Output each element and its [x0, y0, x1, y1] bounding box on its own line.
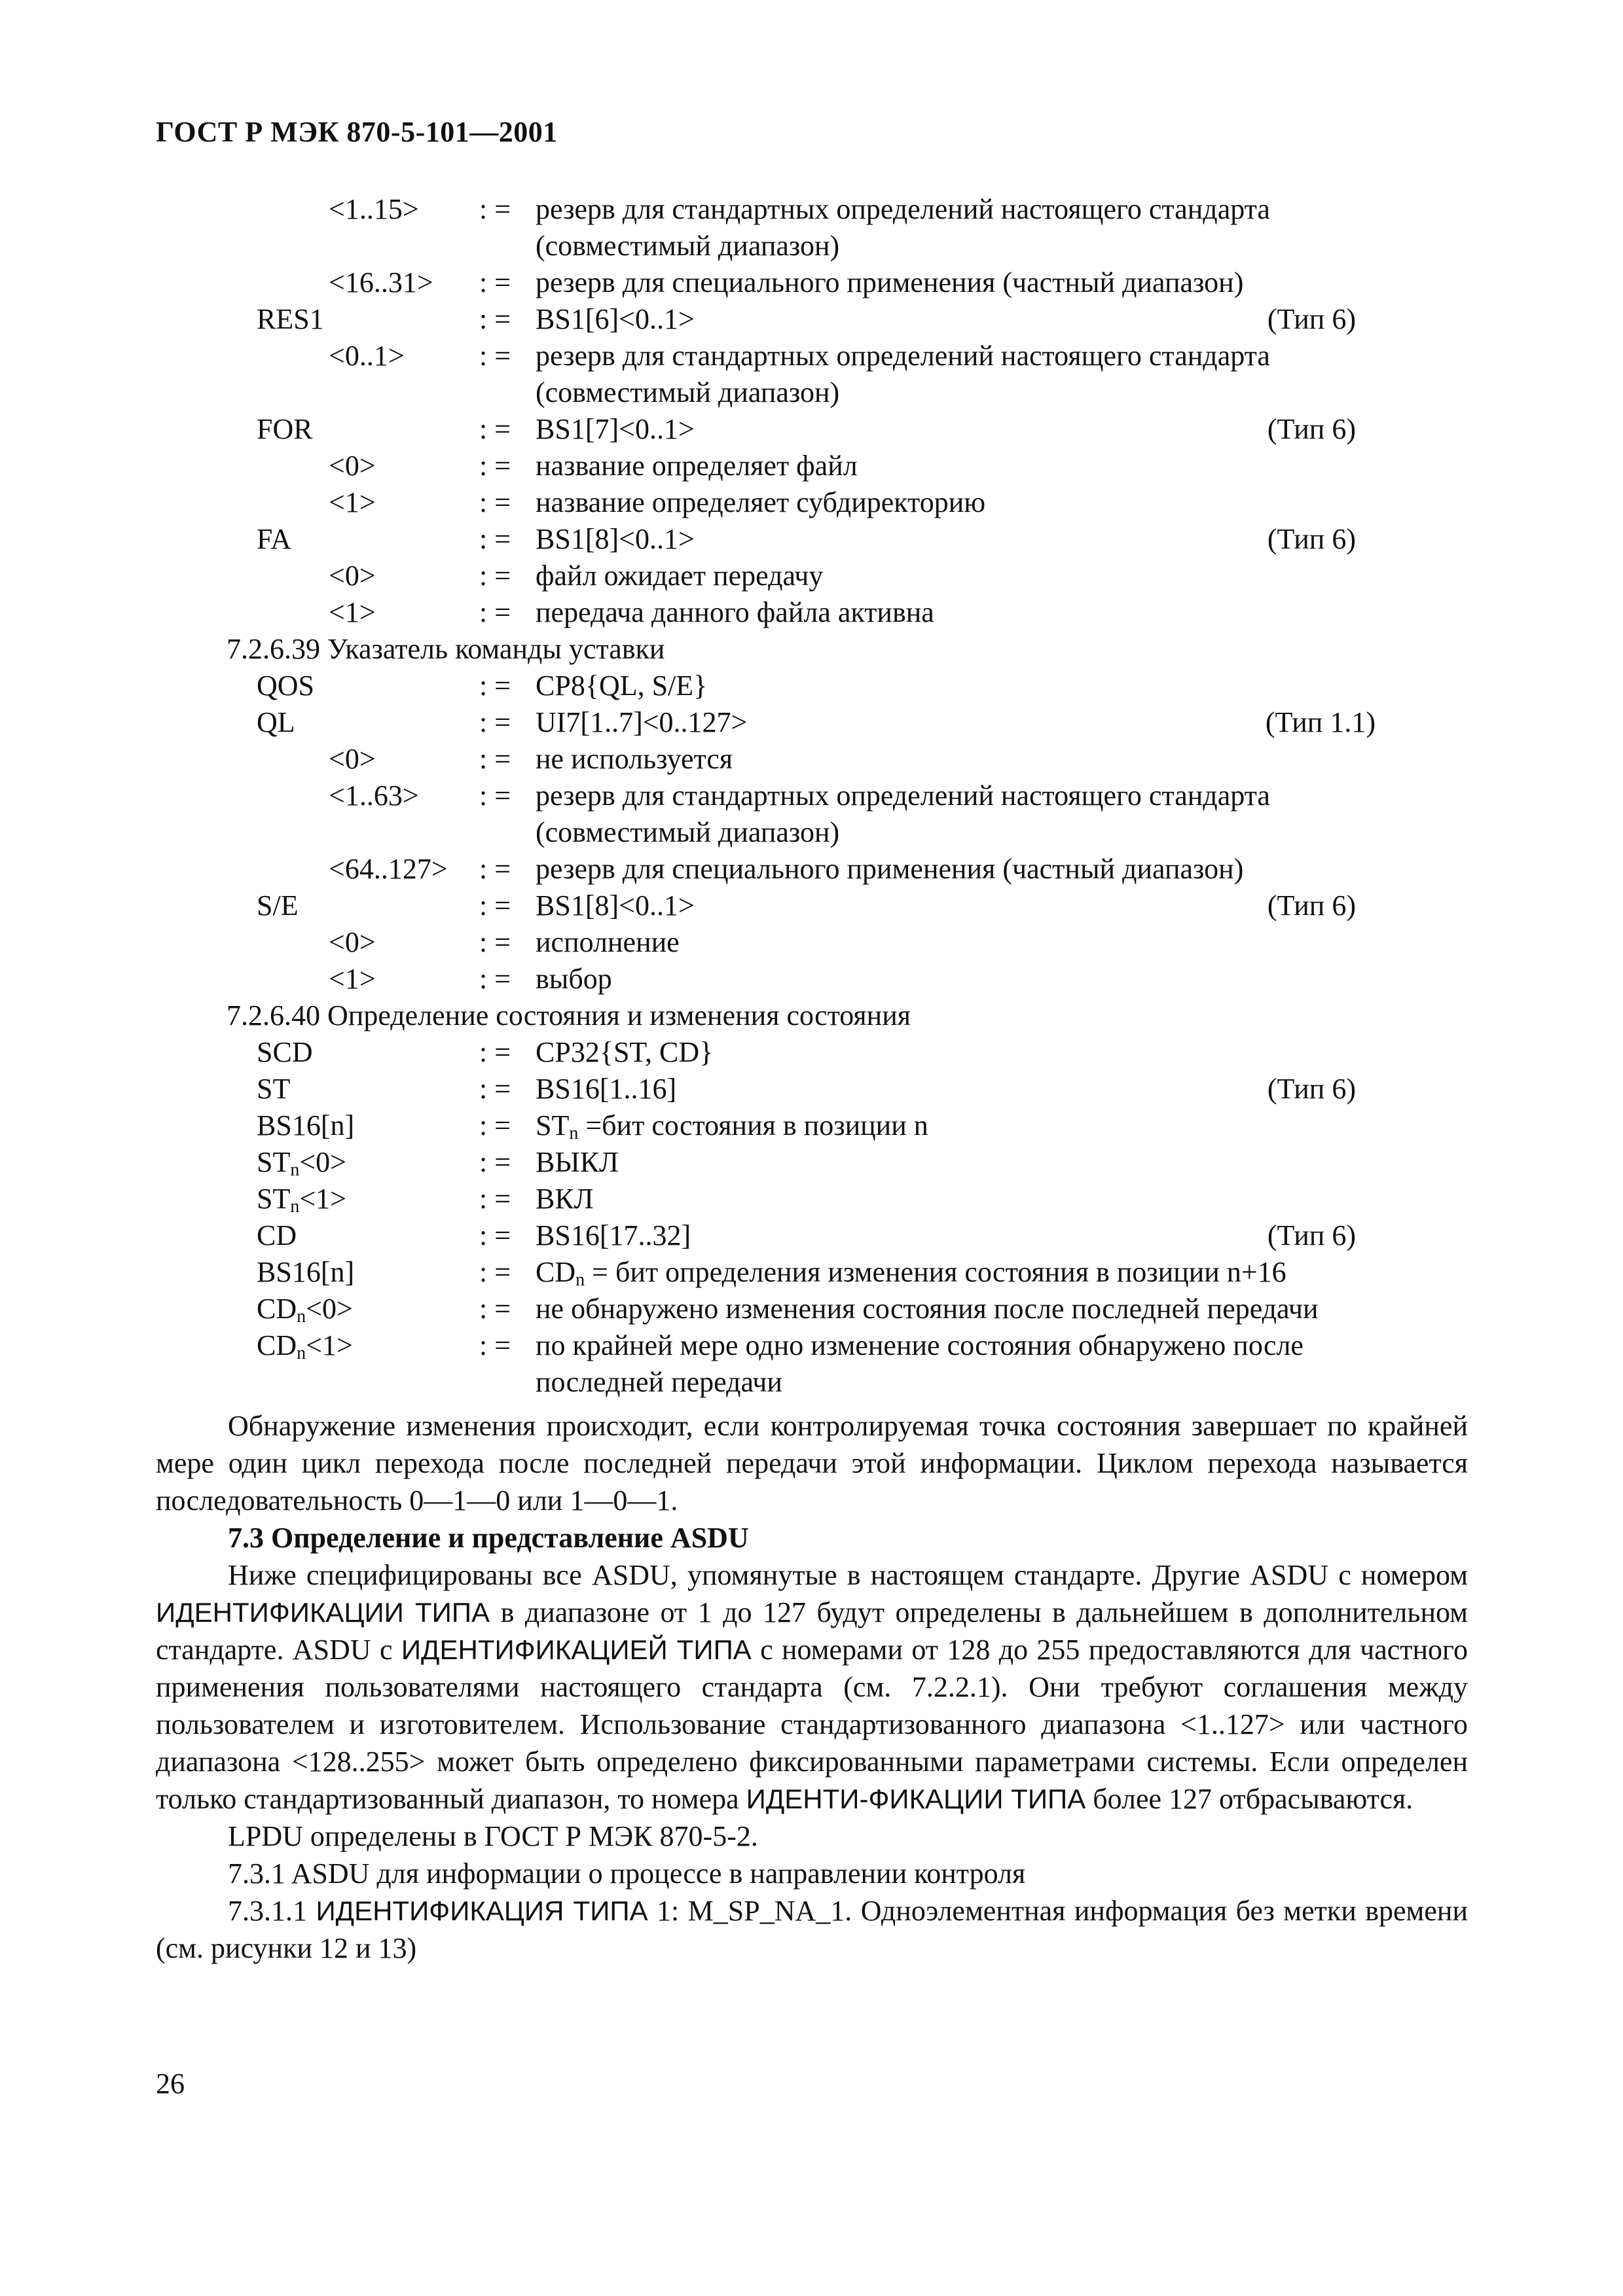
- section-heading-text: 7.2.6.39 Указатель команды уставки: [227, 633, 665, 665]
- definition-value: BS1[8]<0..1>: [536, 523, 695, 555]
- definition-row: [0, 338, 1623, 411]
- definition-key: <1>: [329, 486, 376, 518]
- definition-value: резерв для специального применения (частный диапазон): [536, 266, 1244, 298]
- definition-operator: : =: [479, 523, 511, 555]
- definition-key: BS16[n]: [257, 1256, 355, 1288]
- definition-key: <1..15>: [329, 193, 419, 225]
- definition-key: $ST_n<0>$: [257, 1146, 346, 1180]
- definition-row: [0, 448, 1623, 484]
- definition-row: [0, 778, 1623, 851]
- definition-value: резерв для стандартных определений настоящего стандарта (совместимый диапазон): [536, 778, 1270, 851]
- definition-row: [0, 191, 1623, 264]
- definition-operator: : =: [479, 340, 511, 372]
- definition-type-tag: (Тип 6): [1267, 1219, 1356, 1251]
- definition-value: название определяет субдиректорию: [536, 486, 986, 518]
- section-heading: [0, 631, 1623, 668]
- definition-value: BS1[6]<0..1>: [536, 303, 695, 335]
- definition-value: по крайней мере одно изменение состояния обнаружено после последней передачи: [536, 1327, 1304, 1401]
- definition-operator: : =: [479, 743, 511, 775]
- definition-key: CD: [257, 1219, 297, 1251]
- definition-value: резерв для специального применения (частный диапазон): [536, 853, 1244, 885]
- definition-type-tag: (Тип 6): [1267, 303, 1356, 335]
- definition-key: <0..1>: [329, 340, 405, 372]
- definition-row: [0, 1181, 1623, 1217]
- definition-operator: : =: [479, 1183, 511, 1215]
- definition-value: не обнаружено изменения состояния после последней передачи: [536, 1293, 1319, 1325]
- definition-operator: : =: [479, 889, 511, 922]
- definition-row: [0, 484, 1623, 521]
- definition-key: SCD: [257, 1036, 313, 1068]
- definition-value: $ST_n =бит$ состояния в позиции n: [536, 1109, 928, 1143]
- definition-row: [0, 1144, 1623, 1181]
- definition-value-continuation: (совместимый диапазон): [536, 230, 840, 262]
- definition-value: CP32{ST, CD}: [536, 1036, 714, 1068]
- section-heading-text: 7.2.6.40 Определение состояния и изменения состояния: [227, 999, 911, 1031]
- definition-key: <1..63>: [329, 780, 419, 812]
- definition-operator: : =: [479, 1109, 511, 1141]
- definition-operator: : =: [479, 1329, 511, 1361]
- definition-row: [0, 961, 1623, 997]
- definition-operator: : =: [479, 486, 511, 518]
- definition-value: ВЫКЛ: [536, 1146, 619, 1178]
- definition-operator: : =: [479, 853, 511, 885]
- definition-operator: : =: [479, 1036, 511, 1068]
- definition-operator: : =: [479, 1256, 511, 1288]
- paragraph-asdu-spec: Ниже специфицированы все ASDU, упомянутые в настоящем стандарте. Другие ASDU с номером ИДЕНТИФИКАЦИИ ТИПА в диапазоне от 1 до 127 будут определены в дальнейшем в дополнительном стандарте. ASDU с ИДЕНТИФИКАЦИЕЙ ТИПА с номерами от 128 до 255 предоставляются для частного применения пользователями настоящего стандарта (см. 7.2.2.1). Они требуют соглашения между пользователем и изготовителем. Использование стандартизованного диапазона <1..127> или частного диапазона <128..255> может быть определено фиксированными параметрами системы. Если определен только стандартизованный диапазон, то номера ИДЕНТИ-ФИКАЦИИ ТИПА более 127 отбрасываются.: [156, 1559, 1468, 1815]
- definition-operator: : =: [479, 963, 511, 995]
- definition-key: RES1: [257, 303, 324, 335]
- definition-row: [0, 1034, 1623, 1071]
- paragraph-change-detection: Обнаружение изменения происходит, если контролируемая точка состояния завершает по крайней мере один цикл перехода после последней передачи этой информации. Циклом перехода называется последовательность 0—1—0 или 1—0—1.: [156, 1410, 1468, 1516]
- definition-value: BS1[7]<0..1>: [536, 413, 695, 445]
- definition-key: <1>: [329, 963, 376, 995]
- definition-value: $CD_n$ = бит определения изменения состояния в позиции n+16: [536, 1256, 1286, 1290]
- definition-type-tag: (Тип 6): [1267, 889, 1356, 922]
- definition-key: <64..127>: [329, 853, 448, 885]
- definition-row: [0, 741, 1623, 778]
- definition-key: ST: [257, 1073, 291, 1105]
- definition-operator: : =: [479, 596, 511, 628]
- definition-row: [0, 1107, 1623, 1144]
- definition-operator: : =: [479, 560, 511, 592]
- definition-key: $ST_n<1>$: [257, 1183, 346, 1217]
- definition-key: QL: [257, 706, 295, 738]
- paragraph-7-3-1: 7.3.1 ASDU для информации о процессе в направлении контроля: [228, 1857, 1026, 1890]
- definition-value: BS16[1..16]: [536, 1073, 677, 1105]
- definition-operator: : =: [479, 413, 511, 445]
- definition-operator: : =: [479, 706, 511, 738]
- definition-operator: : =: [479, 670, 511, 702]
- page-number: 26: [156, 2068, 185, 2100]
- definition-value: BS1[8]<0..1>: [536, 889, 695, 922]
- definition-row: [0, 668, 1623, 704]
- definition-operator: : =: [479, 926, 511, 958]
- definition-key: BS16[n]: [257, 1109, 355, 1141]
- definition-row: [0, 301, 1623, 338]
- definition-value: резерв для стандартных определений настоящего стандарта (совместимый диапазон): [536, 191, 1270, 264]
- definition-type-tag: (Тип 1.1): [1265, 706, 1376, 738]
- definition-value-continuation: последней передачи: [536, 1366, 782, 1398]
- definition-key: S/E: [257, 889, 299, 922]
- definition-row: [0, 1071, 1623, 1107]
- definition-key: $CD_n<1>$: [257, 1329, 353, 1363]
- definition-value: название определяет файл: [536, 450, 858, 482]
- definition-value: CP8{QL, S/E}: [536, 670, 708, 702]
- definition-key: <0>: [329, 560, 376, 592]
- definitions-list: [0, 191, 1623, 1401]
- definition-row: [0, 888, 1623, 924]
- definition-operator: : =: [479, 1219, 511, 1251]
- definition-type-tag: (Тип 6): [1267, 1073, 1356, 1105]
- definition-key: FA: [257, 523, 291, 555]
- definition-row: [0, 924, 1623, 961]
- definition-row: [0, 1217, 1623, 1254]
- definition-row: [0, 851, 1623, 888]
- definition-value-continuation: (совместимый диапазон): [536, 376, 840, 408]
- definition-key: <0>: [329, 743, 376, 775]
- definition-value: BS16[17..32]: [536, 1219, 691, 1251]
- definition-key: <16..31>: [329, 266, 433, 298]
- definition-type-tag: (Тип 6): [1267, 413, 1356, 445]
- definition-key: QOS: [257, 670, 315, 702]
- definition-operator: : =: [479, 193, 511, 225]
- section-heading: [0, 997, 1623, 1034]
- page-header-title: ГОСТ Р МЭК 870-5-101—2001: [156, 116, 558, 148]
- definition-type-tag: (Тип 6): [1267, 523, 1356, 555]
- paragraph-lpdu: LPDU определены в ГОСТ Р МЭК 870-5-2.: [228, 1820, 758, 1852]
- paragraph-7-3-1-1: 7.3.1.1 ИДЕНТИФИКАЦИЯ ТИПА 1: M_SP_NA_1. Одноэлементная информация без метки времени (см. рисунки 12 и 13): [156, 1895, 1468, 1964]
- definition-value: резерв для стандартных определений настоящего стандарта (совместимый диапазон): [536, 338, 1270, 411]
- definition-value: не используется: [536, 743, 733, 775]
- definition-key: <1>: [329, 596, 376, 628]
- definition-operator: : =: [479, 303, 511, 335]
- section-heading-7-3: 7.3 Определение и представление ASDU: [228, 1522, 749, 1554]
- definition-operator: : =: [479, 450, 511, 482]
- definition-operator: : =: [479, 266, 511, 298]
- definition-row: [0, 521, 1623, 558]
- definition-row: [0, 1291, 1623, 1327]
- definition-row: [0, 264, 1623, 301]
- definition-value-continuation: (совместимый диапазон): [536, 816, 840, 848]
- definition-value: ВКЛ: [536, 1183, 594, 1215]
- definition-row: [0, 704, 1623, 741]
- definition-value: исполнение: [536, 926, 680, 958]
- definition-row: [0, 411, 1623, 448]
- definition-key: $CD_n<0>$: [257, 1293, 353, 1327]
- definition-operator: : =: [479, 1293, 511, 1325]
- definition-value: UI7[1..7]<0..127>: [536, 706, 748, 738]
- definition-value: выбор: [536, 963, 612, 995]
- definition-operator: : =: [479, 1073, 511, 1105]
- definition-operator: : =: [479, 780, 511, 812]
- definition-row: [0, 1254, 1623, 1291]
- definition-row: [0, 558, 1623, 594]
- definition-value: передача данного файла активна: [536, 596, 934, 628]
- definition-key: <0>: [329, 450, 376, 482]
- definition-key: FOR: [257, 413, 313, 445]
- definition-row: [0, 594, 1623, 631]
- body-text: [156, 1407, 1468, 1967]
- definition-operator: : =: [479, 1146, 511, 1178]
- definition-key: <0>: [329, 926, 376, 958]
- definition-value: файл ожидает передачу: [536, 560, 824, 592]
- definition-row: [0, 1327, 1623, 1401]
